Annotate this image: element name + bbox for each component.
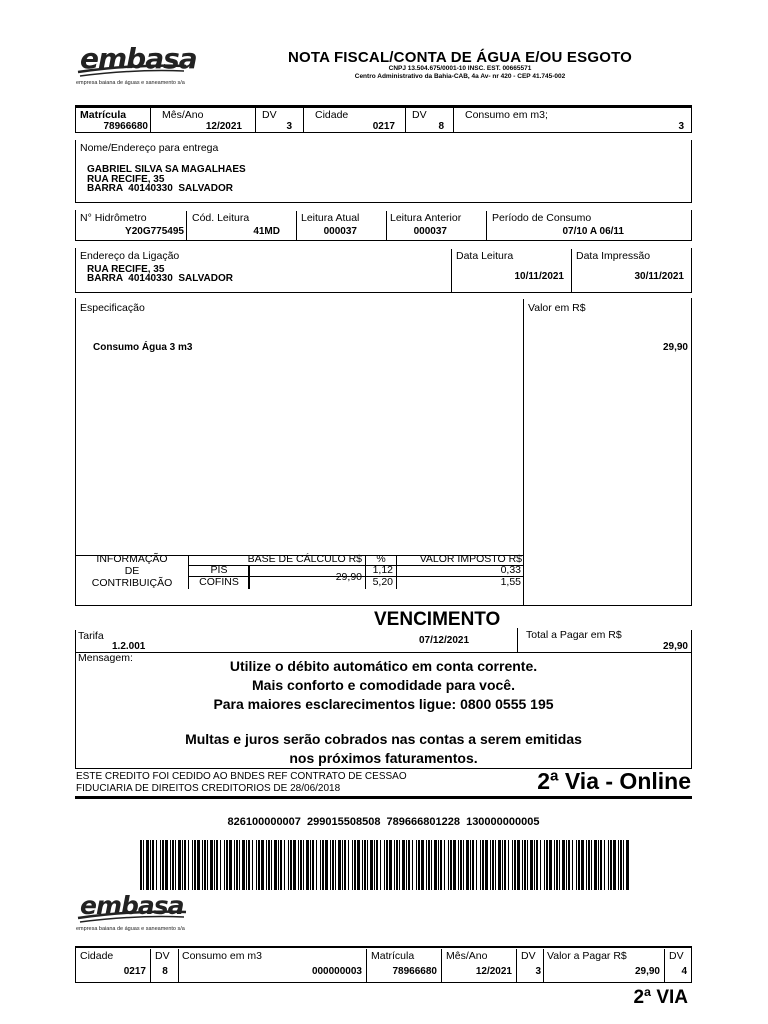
barcode-digits: 826100000007 299015508508 789666801228 130000000005 [227,816,540,828]
valor-imposto-label: VALOR IMPOSTO R$ [419,553,522,565]
ligacao-label: Endereço da Ligação [80,250,180,262]
logo-tagline: empresa baiana de águas e saneamento s/a [76,926,185,932]
document-title: NOTA FISCAL/CONTA DE ÁGUA E/OU ESGOTO [287,49,633,66]
dashed-separator [75,796,692,799]
percent-label: % [376,553,386,565]
logo-tagline: empresa baiana de águas e saneamento s/a [76,80,185,86]
leitura-anterior-label: Leitura Anterior [390,212,462,224]
leitura-anterior-value: 000037 [413,226,447,237]
stub-consumo-value: 000000003 [311,966,362,977]
mesano-label: Mês/Ano [162,109,204,121]
dv-value: 8 [438,121,444,132]
stub-dv-label: DV [521,950,536,962]
stub-dv-value: 8 [162,966,168,977]
tax-info-line1: INFORMAÇÃO [96,553,168,565]
codleitura-label: Cód. Leitura [192,212,250,224]
stub-dv-label: DV [669,950,684,962]
due-date: 07/12/2021 [418,635,470,646]
matricula-label: Matrícula [80,109,127,121]
base-calculo-label: BASE DE CÁLCULO R$ [247,553,362,565]
message-line2: Mais conforto e comodidade para você. [252,677,515,693]
pis-value: 0,33 [500,564,521,576]
message-line1: Utilize o débito automático em conta corrente. [229,658,538,674]
stub-matricula-label: Matrícula [371,950,415,962]
consumo-value: 3 [678,121,684,132]
pis-label: PIS [210,564,228,576]
stub-cidade-value: 0217 [123,966,146,977]
barcode [140,840,633,890]
connection-district: BARRA 40140330 SALVADOR [87,273,233,284]
line-item-description: Consumo Água 3 m3 [93,342,193,353]
stub-consumo-label: Consumo em m3 [182,950,262,962]
total-label: Total a Pagar em R$ [526,629,622,641]
vencimento-title: VENCIMENTO [374,609,501,630]
matricula-value: 78966680 [103,121,148,132]
cnpj-text: CNPJ 13.504.675/0001-10 INSC. EST. 00665571 [388,65,532,72]
periodo-value: 07/10 A 06/11 [562,226,624,237]
consumo-label: Consumo em m3; [465,109,548,121]
credit-notice-line2: FIDUCIARIA DE DIREITOS CREDITORIOS DE 28/06/2018 [76,783,341,794]
cidade-value: 0217 [372,121,395,132]
logo-word: embasa [80,891,184,920]
dv-label: DV [262,109,277,121]
embasa-logo [74,40,197,90]
message-line4: Multas e juros serão cobrados nas contas a serem emitidas [185,731,582,747]
entrega-label: Nome/Endereço para entrega [80,142,219,154]
base-value: 29,90 [335,571,362,583]
codleitura-value: 41MD [253,226,280,237]
stub-cidade-label: Cidade [80,950,114,962]
delivery-street: RUA RECIFE, 35 [87,174,165,185]
cofins-label: COFINS [199,576,239,588]
data-impressao-value: 30/11/2021 [634,271,684,282]
tax-info-line3: CONTRIBUIÇÃO [91,577,173,589]
stub-mesano-value: 12/2021 [475,966,512,977]
pis-percent: 1,12 [372,564,393,576]
line-item-value: 29,90 [662,342,688,353]
tax-info-line2: DE [124,565,140,577]
stub-matricula-value: 78966680 [392,966,437,977]
total-value: 29,90 [662,641,688,652]
hidrometro-value: Y20G775495 [125,226,184,237]
cofins-value: 1,55 [500,576,521,588]
stub-dv-value: 4 [681,966,687,977]
stub-dv-label: DV [155,950,170,962]
embasa-logo [74,891,194,936]
periodo-label: Período de Consumo [492,212,592,224]
tarifa-value: 1.2.001 [112,641,146,652]
stub-mesano-label: Mês/Ano [446,950,488,962]
mensagem-label: Mensagem: [78,652,133,664]
customer-name: GABRIEL SILVA SA MAGALHAES [87,164,246,175]
stub-valor-label: Valor a Pagar R$ [547,950,627,962]
data-leitura-label: Data Leitura [456,250,514,262]
especificacao-label: Especificação [80,302,145,314]
cofins-percent: 5,20 [372,576,393,588]
connection-street: RUA RECIFE, 35 [87,264,165,275]
cidade-label: Cidade [315,109,349,121]
valor-label: Valor em R$ [528,302,586,314]
message-line3: Para maiores esclarecimentos ligue: 0800 0555 195 [213,696,554,712]
delivery-district: BARRA 40140330 SALVADOR [87,183,233,194]
leitura-atual-value: 000037 [323,226,357,237]
second-copy-online: 2ª Via - Online [537,768,691,794]
mesano-value: 12/2021 [205,121,242,132]
credit-notice-line1: ESTE CREDITO FOI CEDIDO AO BNDES REF CONTRATO DE CESSAO [76,771,407,782]
data-impressao-label: Data Impressão [576,250,651,262]
tarifa-label: Tarifa [78,630,104,642]
leitura-atual-label: Leitura Atual [301,212,360,224]
dv-label: DV [412,109,427,121]
company-address: Centro Administrativo da Bahia-CAB, 4a Av- nr 420 - CEP 41.745-002 [354,73,566,80]
stub-valor-value: 29,90 [634,966,660,977]
message-line5: nos próximos faturamentos. [289,750,478,766]
dv-value: 3 [286,121,292,132]
stub-dv-value: 3 [535,966,541,977]
logo-word: embasa [80,42,197,75]
data-leitura-value: 10/11/2021 [514,271,564,282]
second-copy-label: 2ª VIA [633,987,688,1008]
hidrometro-label: N° Hidrômetro [80,212,147,224]
